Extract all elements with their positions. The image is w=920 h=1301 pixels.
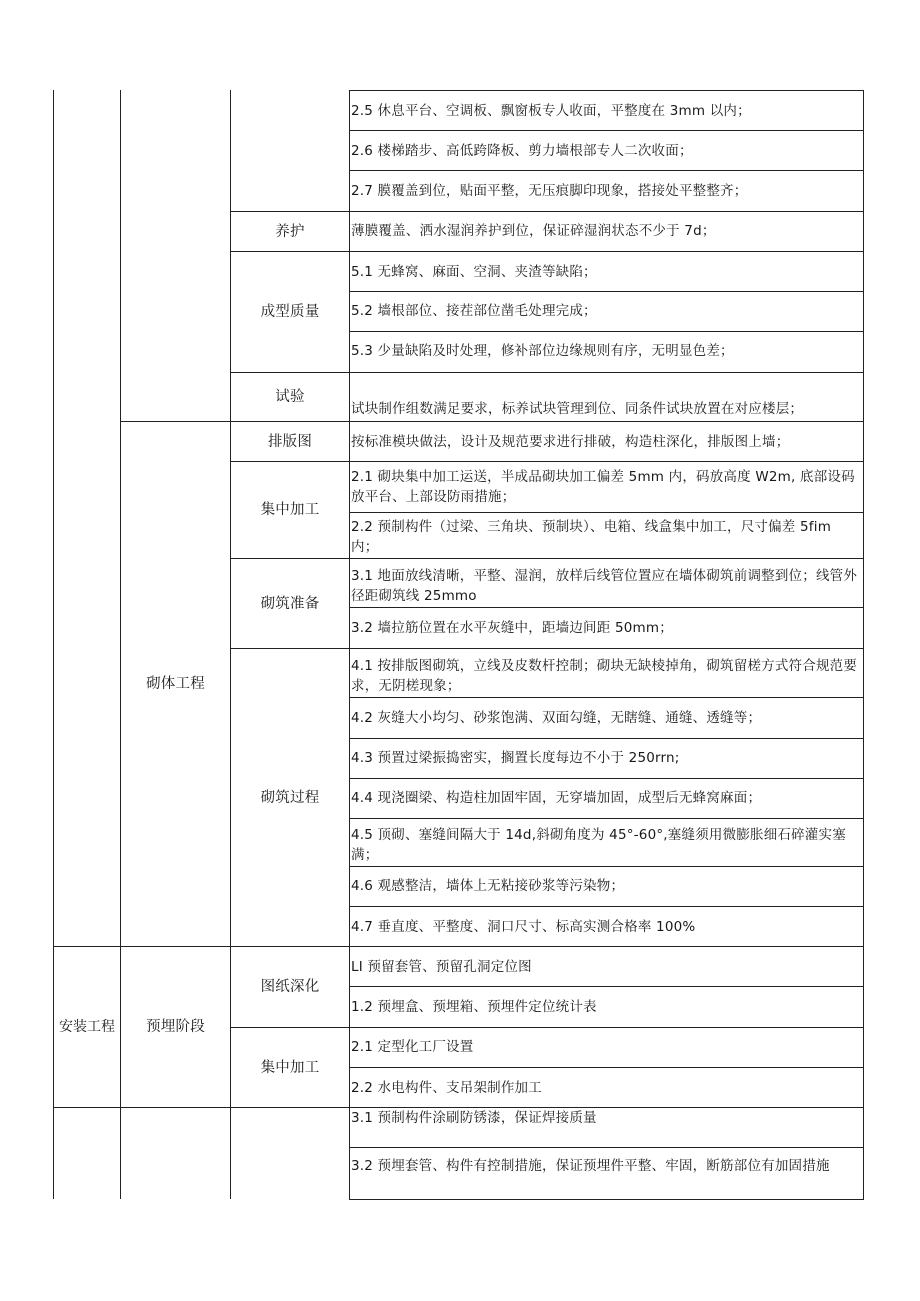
section-embedding-stage: 预埋阶段 — [146, 1019, 205, 1035]
row-divider — [349, 90, 864, 91]
step-central-processing-2: 集中加工 — [260, 1059, 320, 1076]
requirement-text: 2.5 休息平台、空调板、飘窗板专人收面，平整度在 3mm 以内； — [351, 103, 751, 119]
requirement-text: 5.2 墙根部位、接茬部位凿毛处理完成； — [351, 303, 597, 319]
requirement-text: 4.1 按排版图砌筑，立线及皮数杆控制；砌块无缺棱掉角，砌筑留槎方式符合规范要求，无阴槎现象； — [351, 658, 858, 694]
requirement-text: 3.2 墙拉筋位置在水平灰缝中，距墙边间距 50mm； — [351, 620, 673, 636]
category-installation-works: 安装工程 — [59, 1019, 115, 1035]
row-divider — [349, 130, 864, 131]
requirement-text: 4.7 垂直度、平整度、洞口尺寸、标高实测合格率 100% — [351, 919, 696, 935]
requirement-text: 3.2 预埋套管、构件有控制措施，保证预埋件平整、牢固，断筋部位有加固措施 — [351, 1158, 830, 1174]
row-divider — [349, 778, 864, 779]
row-divider — [349, 986, 864, 987]
row-divider — [349, 291, 864, 292]
row-divider — [349, 738, 864, 739]
row-divider — [349, 818, 864, 819]
step-drawing-detailing: 图纸深化 — [260, 979, 320, 995]
requirement-text: 按标准模块做法，设计及规范要求进行排破，构造柱深化，排版图上墙； — [351, 434, 790, 450]
requirement-text: 4.5 顶砌、塞缝间隔大于 14d,斜砌角度为 45°-60°,塞缝须用微膨胀细石碎灌实塞满； — [351, 827, 846, 863]
requirement-text: 2.6 楼梯踏步、高低跨降板、剪力墙根部专人二次收面； — [351, 143, 693, 159]
requirement-text: 2.1 砌块集中加工运送，半成品砌块加工偏差 5mm 内，码放高度 W2m, 底部设码放平台、上部设防雨措施； — [351, 469, 855, 505]
row-divider — [349, 1067, 864, 1068]
requirement-text: 2.7 膜覆盖到位，贴面平整，无压痕脚印现象，搭接处平整整齐； — [351, 183, 748, 199]
step-central-processing: 集中加工 — [260, 502, 320, 518]
requirement-text: 1.2 预埋盒、预埋箱、预埋件定位统计表 — [351, 999, 597, 1015]
requirement-text: 5.3 少量缺陷及时处理，修补部位边缘规则有序，无明显色差； — [351, 343, 734, 359]
requirement-text: 4.2 灰缝大小均匀、砂浆饱满、双面勾缝，无瞎缝、通缝、透缝等； — [351, 710, 762, 726]
requirement-text: 试块制作组数满足要求，标养试块管理到位、同条件试块放置在对应楼层； — [351, 401, 804, 417]
table-right-border — [863, 90, 864, 1199]
step-forming-quality: 成型质量 — [260, 304, 320, 320]
row-divider — [349, 697, 864, 698]
row-divider — [349, 512, 864, 513]
requirement-text: 4.4 现浇圈梁、构造柱加固牢固，无穿墙加固，成型后无蜂窝麻面； — [351, 790, 762, 806]
requirement-text: LI 预留套管、预留孔洞定位图 — [351, 959, 532, 975]
step-test: 试验 — [275, 389, 305, 405]
section-masonry-works: 砌体工程 — [146, 676, 205, 692]
step-masonry-process: 砌筑过程 — [260, 789, 320, 806]
row-divider — [349, 866, 864, 867]
requirement-text: 2.2 水电构件、支吊架制作加工 — [351, 1080, 542, 1096]
step-masonry-prep: 砌筑准备 — [260, 595, 320, 612]
step-layout-drawing: 排版图 — [267, 433, 313, 450]
requirement-text: 2.2 预制构件（过梁、三角块、预制块）、电箱、线盒集中加工，尺寸偏差 5fim 内； — [351, 519, 832, 555]
row-divider — [349, 1147, 864, 1148]
row-divider — [349, 331, 864, 332]
step-curing: 养护 — [275, 223, 305, 240]
requirement-text: 5.1 无蜂窝、麻面、空洞、夹渣等缺陷； — [351, 264, 597, 280]
row-divider — [349, 906, 864, 907]
row-divider — [349, 170, 864, 171]
requirement-text: 3.1 预制构件涂刷防锈漆，保证焊接质量 — [351, 1110, 597, 1126]
row-divider — [349, 607, 864, 608]
requirement-text: 4.6 观感整洁，墙体上无粘接砂浆等污染物； — [351, 878, 625, 894]
requirement-text: 2.1 定型化工厂设置 — [351, 1039, 474, 1055]
requirement-text: 3.1 地面放线清晰，平整、湿润，放样后线管位置应在墙体砌筑前调整到位；线管外径距砌筑线 25mmo — [351, 568, 858, 604]
requirement-text: 4.3 预置过梁振捣密实，搁置长度每边不小于 250rrn; — [351, 750, 680, 766]
requirement-text: 薄膜覆盖、洒水湿润养护到位，保证碎湿润状态不少于 7d； — [351, 223, 716, 239]
row-divider — [349, 1199, 864, 1200]
col4-left-border — [349, 90, 350, 1199]
